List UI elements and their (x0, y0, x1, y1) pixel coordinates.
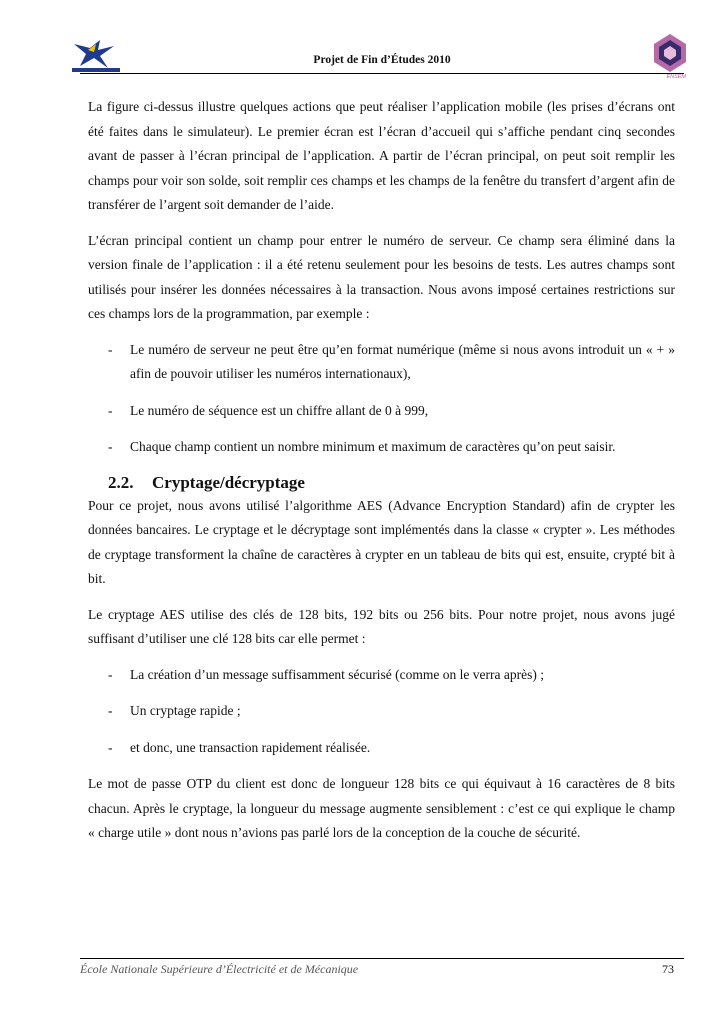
list-item: - et donc, une transaction rapidement réalisée. (108, 739, 371, 755)
benefits-list (88, 663, 675, 761)
page-number: 73 (662, 962, 674, 976)
footer-rule (80, 958, 684, 959)
list-item: - Un cryptage rapide ; (108, 703, 241, 718)
paragraph-5: Le mot de passe OTP du client est donc de longueur 128 bits ce qui équivaut à 16 caractères de 8 bits chacun. Après le cryptage, la longueur du message augmente sensiblement : c’est ce qui explique le champ « charge utile » dont nous n’avions pas parlé lors de la conception de la couche de sécurité. (88, 776, 675, 840)
paragraph-1: La figure ci-dessus illustre quelques actions que peut réaliser l’application mobile (les prises d’écrans ont été faites dans le simulateur). Le premier écran est l’écran d’accueil qui s’affiche pendant cinq secondes avant de passer à l’écran principal de l’application. A partir de l’écran principal, on peut soit remplir les champs pour voir son solde, soit remplir ces champs et les champs de la fenêtre du transfert d’argent afin de transférer de l’argent soit demander de l’aide. (88, 99, 675, 212)
header-title: Projet de Fin d’Études 2010 (313, 54, 451, 66)
list-item: - Le numéro de séquence est un chiffre allant de 0 à 999, (108, 402, 429, 418)
restrictions-list (88, 338, 675, 460)
logo-caption: ENSEM (666, 74, 686, 80)
list-item: - Le numéro de serveur ne peut être qu’en format numérique (même si nous avons introduit un « + » afin de pouvoir utiliser les numéros internationaux), (108, 341, 675, 381)
section-heading (88, 472, 675, 494)
paragraph-2: L’écran principal contient un champ pour entrer le numéro de serveur. Ce champ sera éliminé dans la version finale de l’application : il a été retenu seulement pour les besoins de tests. Les autres champs sont utilisés pour insérer les données nécessaires à la transaction. Nous avons imposé certaines restrictions sur ces champs lors de la programmation, par exemple : (88, 232, 675, 321)
section-title: Cryptage/décryptage (152, 472, 305, 492)
page-footer (80, 958, 684, 976)
footer-school: École Nationale Supérieure d’Électricité et de Mécanique (80, 962, 359, 976)
paragraph-3: Pour ce projet, nous avons utilisé l’algorithme AES (Advance Encryption Standard) afin de crypter les données bancaires. Le cryptage et le décryptage sont implémentés dans la classe « crypter ». Les méthodes de cryptage transforment la chaîne de caractères à crypter en un tableau de bits qui est, ensuite, crypté bit à bit. (88, 497, 675, 586)
list-item: - La création d’un message suffisamment sécurisé (comme on le verra après) ; (108, 666, 544, 682)
paragraph-4: Le cryptage AES utilise des clés de 128 bits, 192 bits ou 256 bits. Pour notre projet, nous avons jugé suffisant d’utiliser une clé 128 bits car elle permet : (88, 606, 675, 646)
institution-logo-right (650, 32, 690, 76)
section-number: 2.2. (108, 472, 134, 492)
list-item: - Chaque champ contient un nombre minimum et maximum de caractères qu’on peut saisir. (108, 439, 616, 454)
page-content (88, 95, 675, 857)
header-rule (80, 73, 684, 74)
page-header (80, 38, 684, 82)
